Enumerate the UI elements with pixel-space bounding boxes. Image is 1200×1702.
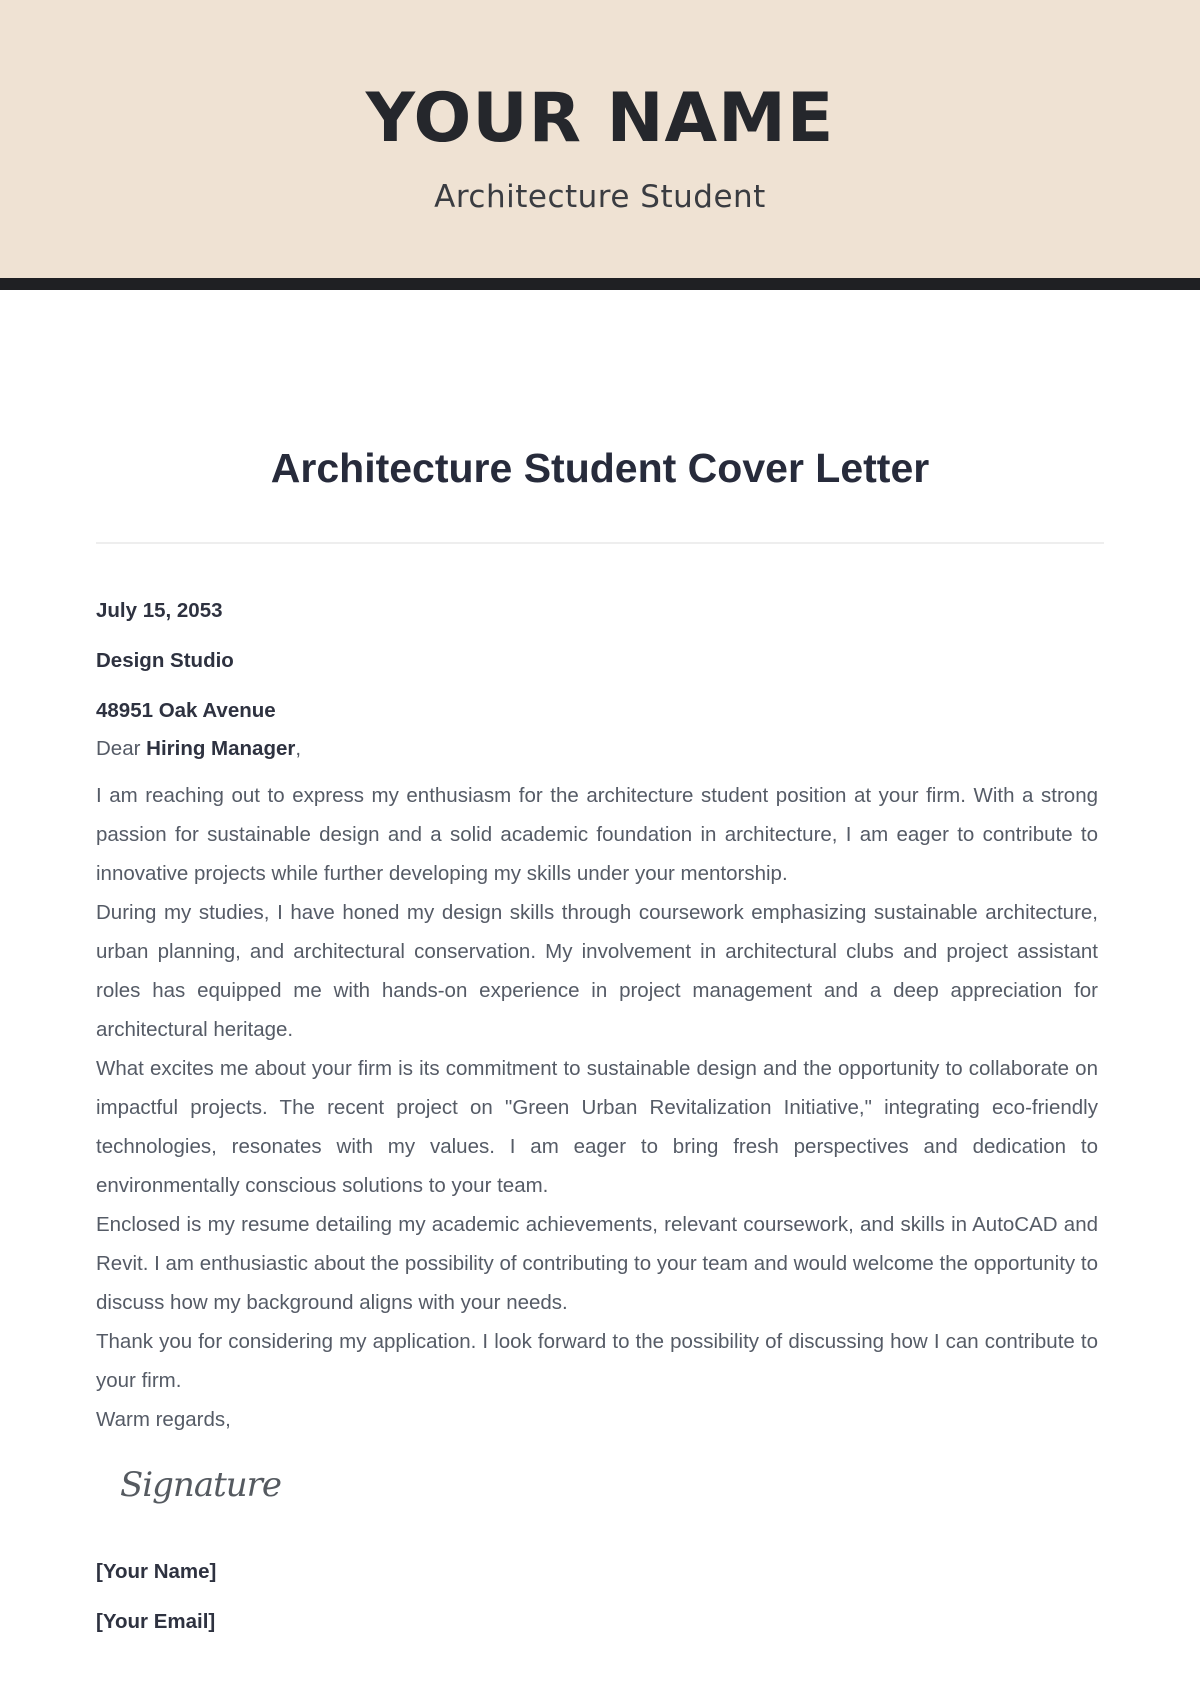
salutation-prefix: Dear [96, 737, 147, 760]
paragraph-intro: I am reaching out to express my enthusiasm for the architecture student position at your firm. With a strong passion for sustainable design and a solid academic foundation in architecture, I am eager to contribute to innovative projects while further developing my skills under your mentorship. [96, 784, 1098, 885]
recipient-address: 48951 Oak Avenue [96, 699, 276, 722]
recipient-name: Hiring Manager [146, 737, 296, 760]
sender-email: [Your Email] [96, 1610, 216, 1633]
applicant-role: Architecture Student [434, 179, 766, 215]
sender-name: [Your Name] [96, 1560, 217, 1583]
salutation-suffix: , [295, 737, 302, 760]
paragraph-enclosure: Enclosed is my resume detailing my academic achievements, relevant coursework, and skills in AutoCAD and Revit. I am enthusiastic about the possibility of contributing to your team and would welcome the opportunity to discuss how my background aligns with your needs. [96, 1213, 1098, 1314]
header-banner [0, 0, 1200, 278]
letter-date: July 15, 2053 [96, 599, 223, 622]
title-divider [96, 542, 1104, 544]
applicant-name: YOUR NAME [365, 79, 835, 158]
document-title: Architecture Student Cover Letter [270, 445, 930, 491]
closing: Warm regards, [96, 1408, 231, 1431]
header-divider-rule [0, 278, 1200, 290]
paragraph-thanks: Thank you for considering my application. I look forward to the possibility of discussing how I can contribute to your firm. [96, 1330, 1098, 1392]
signature: Signature [120, 1465, 282, 1505]
paragraph-firm: What excites me about your firm is its commitment to sustainable design and the opportunity to collaborate on impactful projects. The recent project on "Green Urban Revitalization Initiative," integrating eco-friendly technologies, resonates with my values. I am eager to bring fresh perspectives and dedication to environmentally conscious solutions to your team. [96, 1057, 1098, 1197]
salutation [96, 736, 1098, 762]
recipient-company: Design Studio [96, 649, 234, 672]
paragraph-studies: During my studies, I have honed my design skills through coursework emphasizing sustainable architecture, urban planning, and architectural conservation. My involvement in architectural clubs and project assistant roles has equipped me with hands-on experience in project management and a deep appreciation for architectural heritage. [96, 901, 1098, 1041]
letter-body [96, 598, 1098, 1635]
